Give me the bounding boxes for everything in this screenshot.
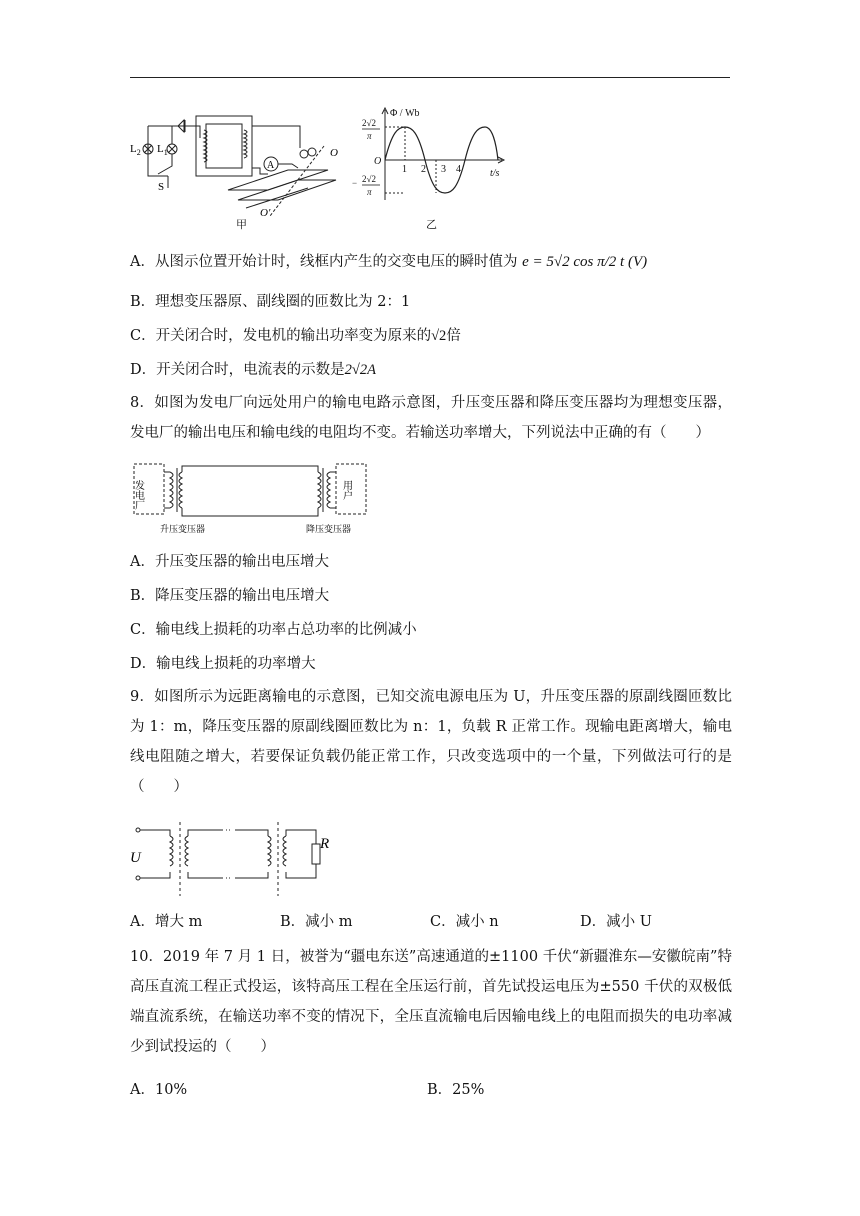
- q9-r-label: R: [320, 836, 330, 852]
- q9-figure-circuit: [128, 820, 338, 900]
- q8-stepup-label: 升压变压器: [160, 525, 206, 535]
- y-neg-label: 2√2: [362, 174, 376, 184]
- q8-stem: 8．如图为发电厂向远处用户的输电电路示意图，升压变压器和降压变压器均为理想变压器，发电厂的输出电压和输电线的电阻均不变。若输送功率增大，下列说法中正确的有（ ）: [130, 395, 732, 441]
- y-neg-sign: −: [352, 178, 358, 188]
- label-axis-o: O: [330, 147, 338, 159]
- label-switch: S: [158, 181, 165, 193]
- q8-figure-transmission: [130, 458, 370, 542]
- y-pos-label: 2√2: [362, 118, 376, 128]
- q8-option-a: A．升压变压器的输出电压增大: [130, 554, 329, 570]
- y-neg-den: π: [367, 187, 372, 197]
- q9-option-b: B．减小 m: [280, 914, 353, 930]
- tick-3: 3: [441, 164, 446, 175]
- q10-stem: 10．2019 年 7 月 1 日，被誉为“疆电东送”高速通道的±1100 千伏“新疆淮东—安徽皖南”特高压直流工程正式投运，该特高压工程在全压运行前，首先试投运电压为±550 千伏的双极低端直流系统，在输送功率不变的情况下，全压直流输电后因输电线上的电阻而损失的电功率减少到试投运的（ ）: [130, 949, 732, 1055]
- label-l2: $L_2$: [130, 143, 141, 157]
- q10-options: [130, 1080, 724, 1100]
- q8-option-d: D．输电线上损耗的功率增大: [130, 656, 316, 672]
- caption-yi: 乙: [426, 218, 437, 231]
- q10-option-a: A．10%: [130, 1082, 188, 1098]
- q7-option-b: B．理想变压器原、副线圈的匝数比为 2：1: [130, 294, 411, 310]
- figure-jia-circuit: [128, 108, 350, 220]
- q8-option-c: C．输电线上损耗的功率占总功率的比例减小: [130, 622, 417, 638]
- origin-label: O: [374, 156, 382, 167]
- q9-option-d: D．减小 U: [580, 914, 652, 930]
- caption-jia: 甲: [236, 218, 247, 231]
- q9-option-c: C．减小 n: [430, 914, 499, 930]
- q8-option-b: B．降压变压器的输出电压增大: [130, 588, 330, 604]
- xaxis-label: t/s: [490, 168, 500, 179]
- q8-plant-label: 发电厂: [132, 480, 144, 510]
- tick-4: 4: [456, 164, 461, 175]
- q9-options: [130, 912, 730, 932]
- q9-u-label: U: [130, 850, 141, 866]
- q9-stem: 9．如图所示为远距离输电的示意图，已知交流电源电压为 U，升压变压器的原副线圈匝数比为 1：m，降压变压器的原副线圈匝数比为 n：1，负载 R 正常工作。现输电距离增大，输电线电阻随之增大，若要保证负载仍能正常工作，只改变选项中的一个量，下列做法可行的是（ ）: [130, 689, 732, 795]
- q10-option-b: B．25%: [427, 1082, 485, 1098]
- label-ammeter: A: [267, 160, 275, 171]
- header-rule: [130, 77, 730, 78]
- tick-1: 1: [402, 164, 407, 175]
- q8-stepdown-label: 降压变压器: [306, 525, 352, 535]
- q7-option-d: D．开关闭合时，电流表的示数是2√2A: [130, 362, 376, 378]
- q7-option-a-formula: e = 5√2 cos π/2 t (V): [522, 254, 648, 270]
- y-pos-den: π: [367, 131, 372, 141]
- yaxis-label: Φ / Wb: [390, 108, 420, 119]
- q7-option-a: A．从图示位置开始计时，线框内产生的交变电压的瞬时值为 e = 5√2 cos π/2 t (V): [130, 254, 648, 270]
- q9-option-a: A．增大 m: [130, 914, 203, 930]
- label-l1: $L_1$: [157, 143, 168, 157]
- figure-yi-flux-graph: [350, 102, 510, 208]
- q7-option-c: C．开关闭合时，发电机的输出功率变为原来的√2倍: [130, 328, 461, 344]
- q8-user-label: 用户: [340, 480, 352, 500]
- label-axis-o-prime: O′: [260, 207, 271, 219]
- tick-2: 2: [421, 164, 426, 175]
